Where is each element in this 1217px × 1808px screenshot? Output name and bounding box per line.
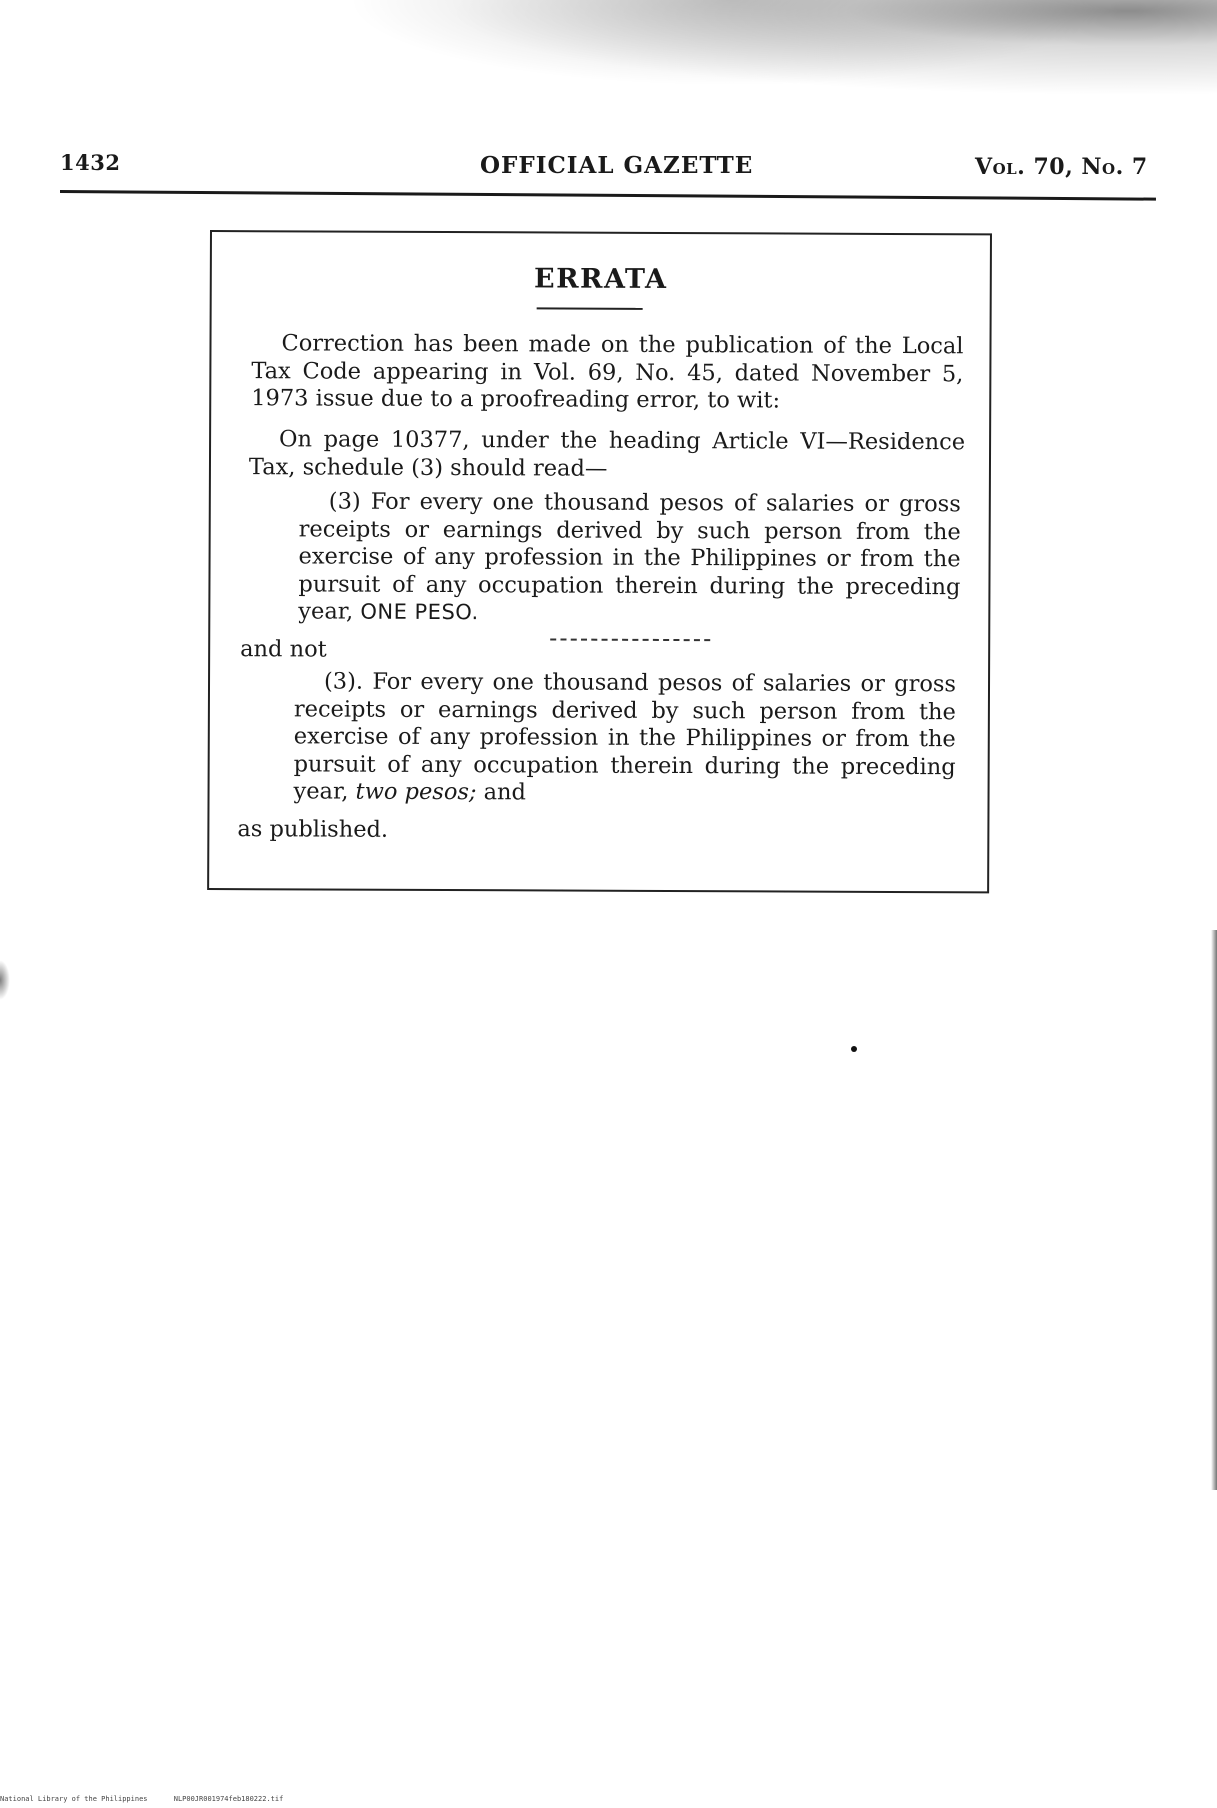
ink-speck [851, 1046, 857, 1052]
correct-schedule-body: (3) For every one thousand pesos of salaries or gross receipts or earnings derived by such person from the exercise of any profession in the Philippines or from the pursuit of any occupation therein during the preceding year, [298, 488, 961, 625]
footer-file: NLP00JR001974feb180222.tif [173, 1795, 284, 1803]
scan-footer [0, 1795, 305, 1803]
scan-edge-left [0, 960, 10, 1000]
scan-noise [330, 0, 1217, 110]
volume-info: Vol. 70, No. 7 [975, 154, 1148, 180]
title-underline [537, 307, 643, 309]
errata-title: ERRATA [533, 263, 668, 295]
correct-amount-underline [550, 638, 710, 642]
scan-edge-right [1211, 930, 1217, 1490]
wrong-schedule-body: (3). For every one thousand pesos of salaries or gross receipts or earnings derived by such person from the exercise of any profession in the Philippines or from the pursuit of any occupation therein during the preceding year, [293, 668, 957, 805]
wrong-amount: two pesos; [355, 778, 477, 806]
wrong-suffix: and [476, 779, 527, 806]
footer-library: National Library of the Philippines [0, 1795, 148, 1803]
errata-box [207, 230, 992, 893]
page-header [60, 150, 1160, 190]
header-rule [60, 190, 1156, 201]
as-published-label: as published. [237, 816, 389, 843]
wrong-schedule-text [293, 668, 956, 808]
errata-intro: Correction has been made on the publication of the Local Tax Code appearing in Vol. 69, No. 45, dated November 5, 1973 issue due to a proofreading error, to wit: [251, 330, 964, 414]
correct-schedule-text [298, 488, 961, 628]
page-number: 1432 [60, 150, 121, 175]
gazette-title: OFFICIAL GAZETTE [480, 152, 754, 179]
page-reference: On page 10377, under the heading Article VI—Residence Tax, schedule (3) should read— [248, 426, 966, 482]
correct-amount: ONE PESO. [360, 599, 479, 625]
and-not-label: and not [240, 636, 327, 663]
